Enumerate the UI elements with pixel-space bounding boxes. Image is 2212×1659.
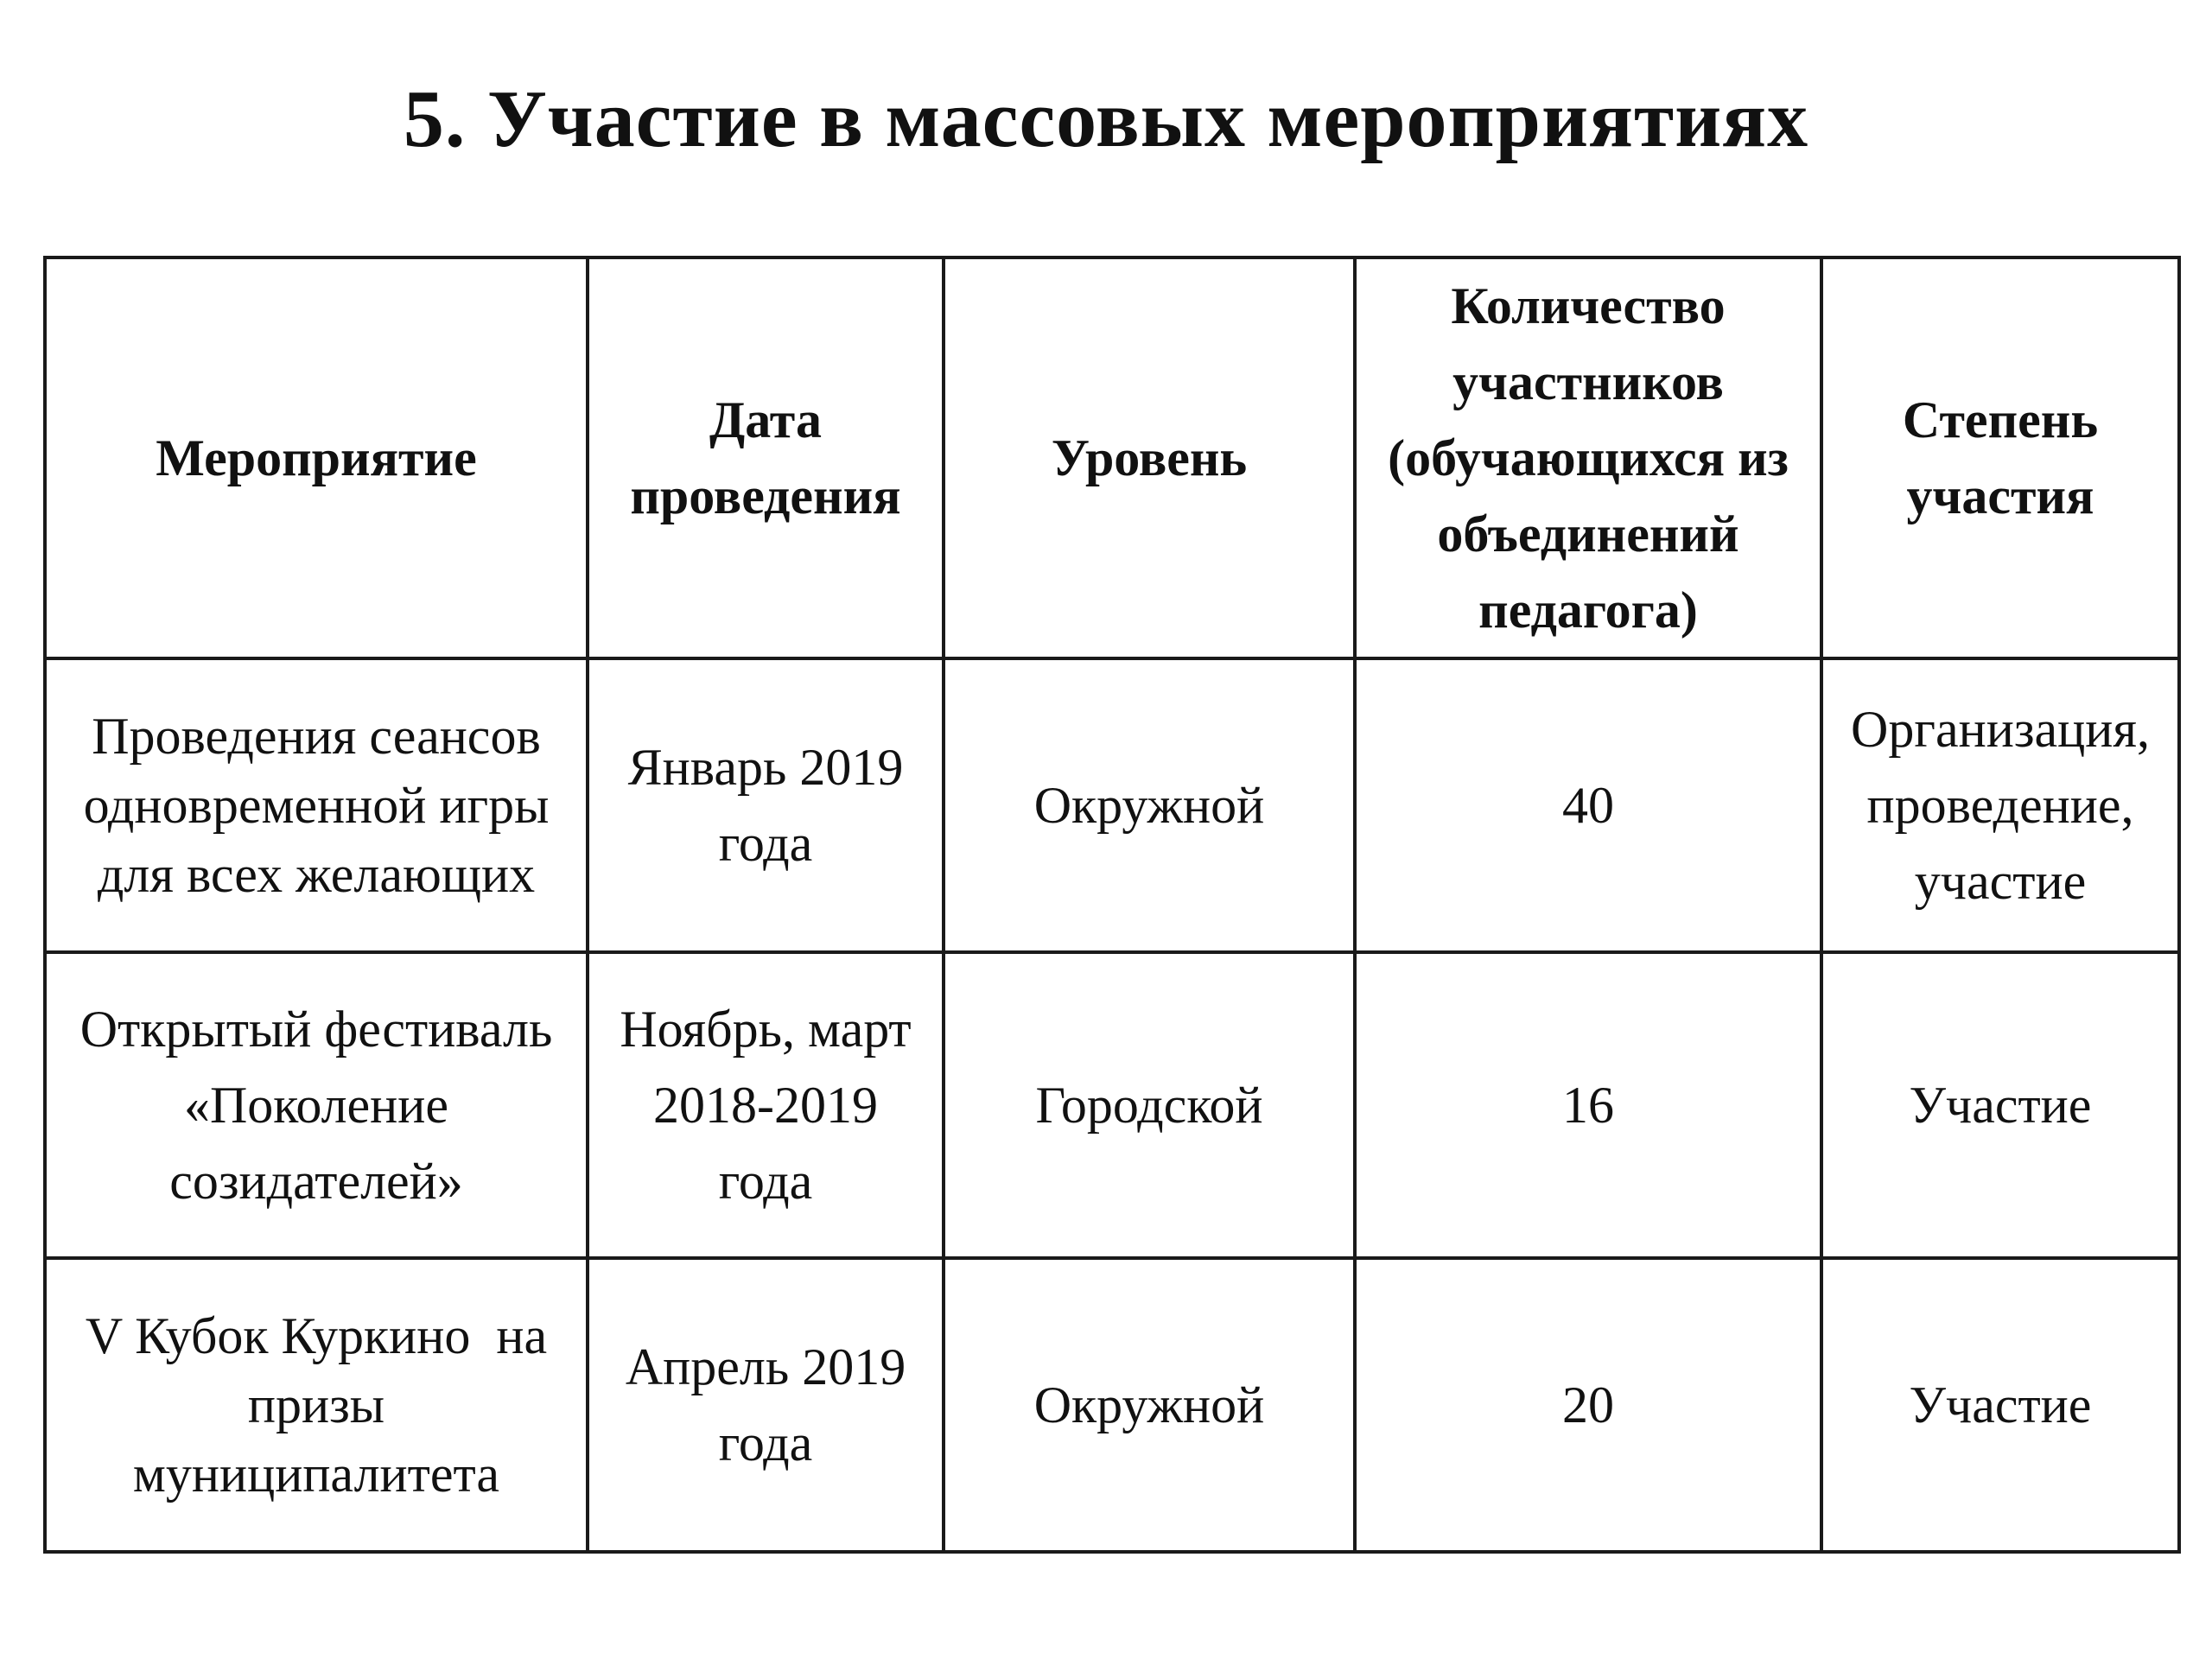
cell-date: Январь 2019 года — [588, 658, 944, 952]
cell-participation: Организация, проведение, участие — [1821, 658, 2179, 952]
header-participation: Степень участия — [1821, 257, 2179, 658]
cell-date: Ноябрь, март 2018-2019 года — [588, 952, 944, 1258]
page-title: 5. Участие в массовых мероприятиях — [403, 74, 1809, 164]
cell-level: Окружной — [944, 658, 1355, 952]
cell-participation: Участие — [1821, 952, 2179, 1258]
header-level: Уровень — [944, 257, 1355, 658]
cell-participants: 16 — [1355, 952, 1821, 1258]
header-participants: Количество участников (обучающихся из объединений педагога) — [1355, 257, 1821, 658]
header-event: Мероприятие — [45, 257, 588, 658]
table-row — [45, 1258, 2179, 1552]
cell-participation: Участие — [1821, 1258, 2179, 1552]
cell-event: Проведения сеансов одновременной игры для всех желающих — [45, 658, 588, 952]
cell-event: V Кубок Куркино на призы муниципалитета — [45, 1258, 588, 1552]
cell-participants: 20 — [1355, 1258, 1821, 1552]
table-header-row — [45, 257, 2179, 658]
cell-date: Апрель 2019 года — [588, 1258, 944, 1552]
header-date: Дата проведения — [588, 257, 944, 658]
table-row — [45, 658, 2179, 952]
table-row — [45, 952, 2179, 1258]
cell-participants: 40 — [1355, 658, 1821, 952]
events-table — [43, 256, 2181, 1554]
cell-level: Окружной — [944, 1258, 1355, 1552]
cell-level: Городской — [944, 952, 1355, 1258]
cell-event: Открытый фестиваль «Поколение созидателей» — [45, 952, 588, 1258]
